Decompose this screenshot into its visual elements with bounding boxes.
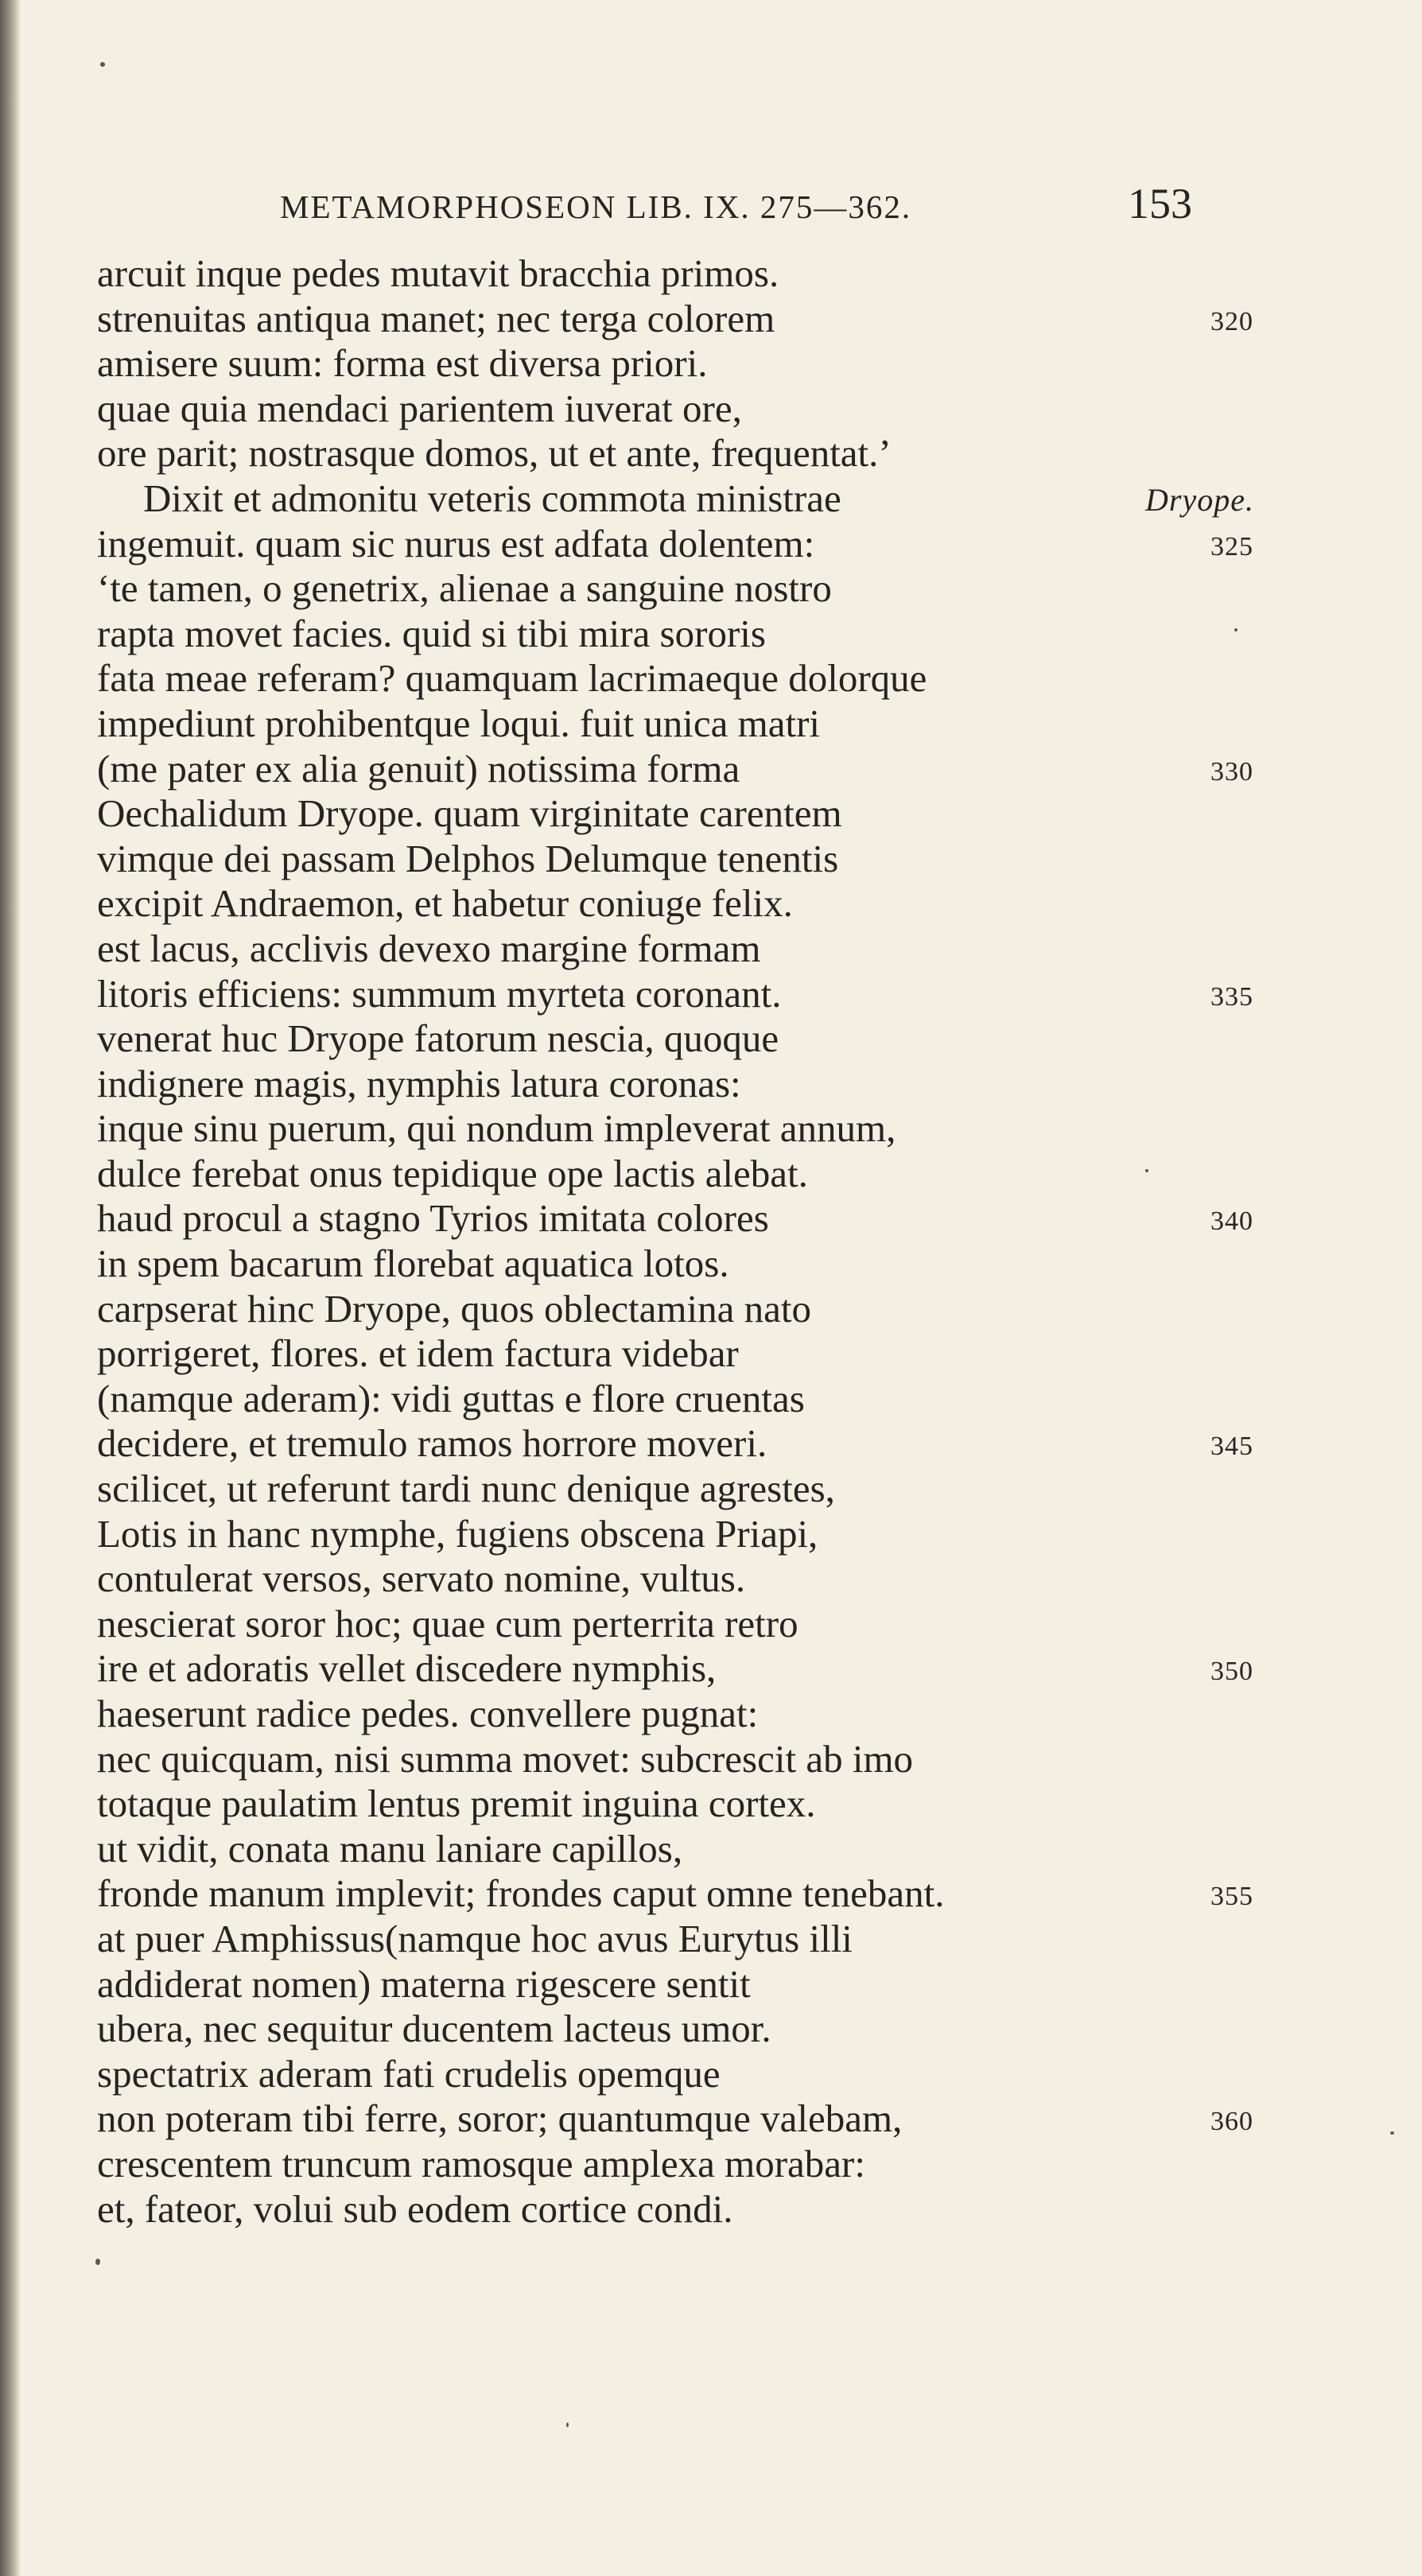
running-title: METAMORPHOSEON LIB. IX. 275—362. [280,188,912,225]
verse-line-text: rapta movet facies. quid si tibi mira sororis [97,611,766,655]
verse-line [97,1871,1306,1917]
verse-line [97,701,1306,747]
verse-line [97,1377,1306,1422]
ink-speck [566,2423,569,2427]
verse-line-text: (namque aderam): vidi guttas e flore cruentas [97,1376,805,1420]
ink-speck [100,62,105,67]
verse-line [97,837,1306,882]
verse-line-text: decidere, et tremulo ramos horrore moveri. [97,1421,767,1466]
verse-line [97,1646,1306,1692]
verse-line [97,2142,1306,2187]
verse-line [97,1602,1306,1647]
verse-line-text: spectatrix aderam fati crudelis opemque [97,2051,721,2096]
verse-line [97,1016,1306,1062]
verse-line [97,566,1306,612]
verse-line [97,2096,1306,2142]
verse-line [97,1962,1306,2007]
verse-line-text: strenuitas antiqua manet; nec terga colorem [97,296,775,340]
verse-line [97,656,1306,701]
verse-line [97,2187,1306,2232]
line-number: 345 [1210,1432,1253,1462]
verse-line [97,1781,1306,1827]
verse-line [97,341,1306,387]
verse-line-text: nec quicquam, nisi summa movet: subcrescit ab imo [97,1736,914,1781]
verse-line-text: scilicet, ut referunt tardi nunc denique agrestes, [97,1467,835,1511]
verse-line [97,1421,1306,1467]
verse-line [97,791,1306,837]
verse-line [97,476,1306,522]
ink-speck [1390,2131,1394,2135]
verse-line-text: ut vidit, conata manu laniare capillos, [97,1826,683,1871]
verse-line-text: excipit Andraemon, et habetur coniuge felix. [97,881,793,926]
verse-line [97,522,1306,567]
verse-line-text: non poteram tibi ferre, soror; quantumque valebam, [97,2096,903,2141]
verse-line [97,612,1306,657]
line-number: 360 [1210,2107,1253,2137]
line-number: 355 [1210,1882,1253,1912]
verse-line [97,431,1306,476]
verse-line-text: in spem bacarum florebat aquatica lotos. [97,1241,729,1286]
verse-line-text: est lacus, acclivis devexo margine formam [97,926,761,970]
verse-line [97,1196,1306,1241]
verse-line-text: et, fateor, volui sub eodem cortice condi. [97,2186,733,2231]
verse-line [97,747,1306,792]
verse-line-text: nescierat soror hoc; quae cum perterrita retro [97,1601,798,1645]
verse-line [97,1331,1306,1377]
verse-line [97,387,1306,432]
verse-line-text: porrigeret, flores. et idem factura videbar [97,1331,739,1376]
verse-line-text: arcuit inque pedes mutavit bracchia primos. [97,251,779,295]
page-number: 153 [1128,180,1192,227]
verse-line-text: ubera, nec sequitur ducentem lacteus umor. [97,2007,771,2051]
verse-line-text: litoris efficiens: summum myrteta coronant. [97,971,782,1016]
verse-line [97,1241,1306,1287]
verse-line-text: fronde manum implevit; frondes caput omne tenebant. [97,1871,945,1916]
verse-line-text: inque sinu puerum, qui nondum impleverat annum, [97,1106,896,1151]
verse-line-text: ingemuit. quam sic nurus est adfata dolentem: [97,521,815,565]
verse-line-text: haeserunt radice pedes. convellere pugnat: [97,1692,759,1735]
verse-line [97,927,1306,972]
line-number: 325 [1210,531,1253,561]
verse-line [97,2007,1306,2052]
verse-line-text: dulce ferebat onus tepidique ope lactis alebat. [97,1151,808,1195]
verse-line [97,972,1306,1017]
page-gutter-shadow [0,0,21,2576]
line-number: 340 [1210,1206,1253,1237]
line-number: 350 [1210,1657,1253,1687]
verse-line-text: ore parit; nostrasque domos, ut et ante, frequentat.’ [97,431,892,476]
verse-line-text: (me pater ex alia genuit) notissima forma [97,746,740,791]
verse-line [97,881,1306,927]
verse-line-text: haud procul a stagno Tyrios imitata colores [97,1196,769,1241]
verse-line-text: contulerat versos, servato nomine, vultus. [97,1556,746,1601]
verse-line [97,1467,1306,1512]
verse-line-text: impediunt prohibentque loqui. fuit unica matri [97,701,821,745]
line-number: 320 [1210,306,1253,336]
line-number: 330 [1210,756,1253,787]
verse-line-text: ‘te tamen, o genetrix, alienae a sanguine nostro [97,566,832,611]
verse-line [97,251,1306,297]
verse-line [97,2052,1306,2097]
verse-line [97,1106,1306,1152]
verse-line-text: ire et adoratis vellet discedere nymphis, [97,1646,717,1691]
verse-line-text: Dixit et admonitu veteris commota ministrae [143,476,841,520]
verse-line-text: carpserat hinc Dryope, quos oblectamina nato [97,1286,812,1331]
verse-line-text: indignere magis, nymphis latura coronas: [97,1061,741,1105]
verse-text-block [97,251,1306,2232]
verse-line-text: venerat huc Dryope fatorum nescia, quoque [97,1016,779,1061]
verse-line-text: vimque dei passam Delphos Delumque tenentis [97,836,839,880]
verse-line [97,1737,1306,1782]
verse-line [97,1062,1306,1107]
verse-line [97,1917,1306,1962]
verse-line-text: at puer Amphissus(namque hoc avus Eurytus illi [97,1916,853,1960]
line-number: 335 [1210,981,1253,1012]
verse-line-text: fata meae referam? quamquam lacrimaeque dolorque [97,656,927,701]
verse-line [97,297,1306,342]
verse-line-text: quae quia mendaci parientem iuverat ore, [97,386,742,430]
verse-line-text: amisere suum: forma est diversa priori. [97,341,708,386]
margin-note: Dryope. [1145,481,1254,518]
verse-line [97,1152,1306,1197]
ink-speck [95,2259,100,2265]
verse-line-text: Oechalidum Dryope. quam virginitate carentem [97,791,842,836]
verse-line [97,1287,1306,1332]
verse-line-text: addiderat nomen) materna rigescere sentit [97,1961,751,2006]
verse-line [97,1827,1306,1872]
verse-line-text: Lotis in hanc nymphe, fugiens obscena Priapi, [97,1511,818,1556]
verse-line-text: totaque paulatim lentus premit inguina cortex. [97,1781,816,1826]
verse-line [97,1512,1306,1557]
verse-line [97,1556,1306,1602]
verse-line-text: crescentem truncum ramosque amplexa morabar: [97,2141,865,2186]
verse-line [97,1692,1306,1737]
